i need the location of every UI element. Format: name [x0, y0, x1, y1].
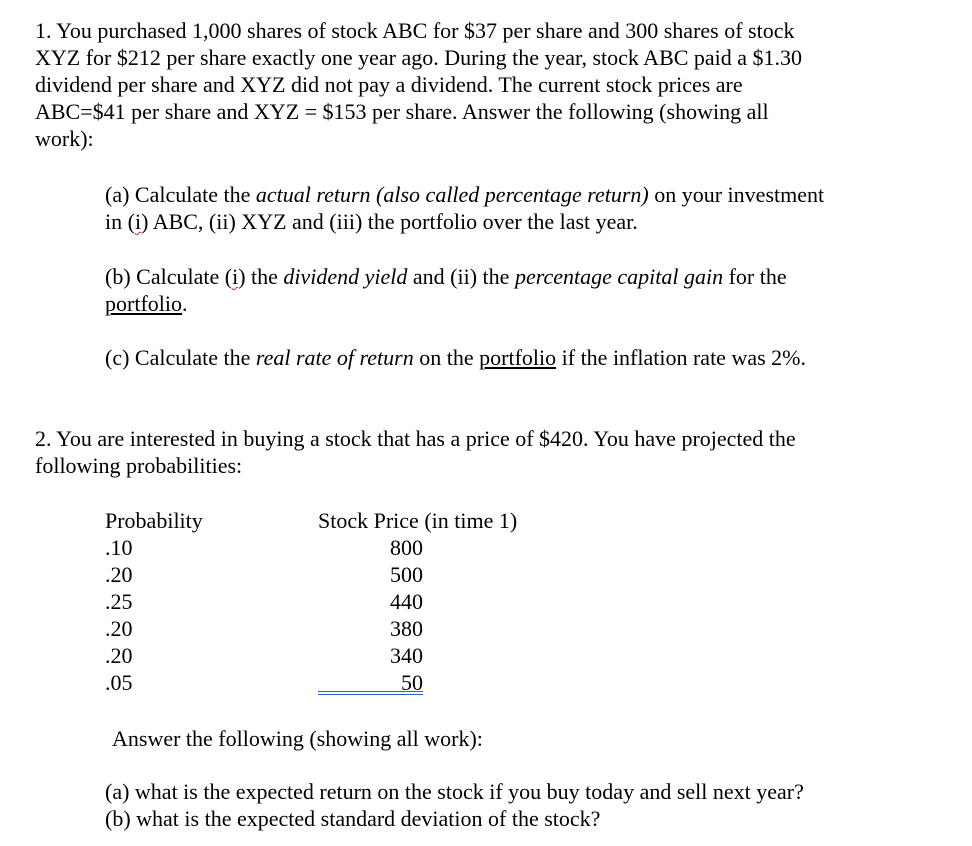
text-line: following probabilities: — [35, 453, 243, 478]
emphasis-text: real rate of return — [255, 345, 414, 370]
text: on your investment — [648, 182, 825, 207]
text: and (ii) the — [407, 264, 515, 289]
column-header: Probability — [105, 508, 203, 533]
text: in ( — [105, 209, 135, 234]
text-line: dividend per share and XYZ did not pay a dividend. The current stock prices are — [35, 72, 743, 97]
column-header: Stock Price (in time 1) — [318, 508, 518, 533]
spellcheck-flag: i — [134, 209, 142, 234]
table-cell: .20 — [105, 643, 133, 668]
answer-heading — [112, 725, 483, 752]
text: if the inflation rate was 2%. — [556, 345, 806, 370]
text: on the — [413, 345, 480, 370]
text-line: 1. You purchased 1,000 shares of stock ABC for $37 per share and 300 shares of stock — [35, 18, 795, 43]
question-2-parts — [105, 778, 804, 832]
stock-price-column — [318, 507, 533, 695]
text: ) the — [238, 264, 284, 289]
question-2-part-a: (a) what is the expected return on the stock if you buy today and sell next year? — [105, 779, 804, 804]
text: (a) Calculate the — [105, 182, 256, 207]
spellcheck-flag: i — [232, 264, 239, 289]
table-cell: 500 — [390, 562, 423, 587]
text: for the — [723, 264, 787, 289]
table-cell: 440 — [390, 589, 423, 614]
question-2-intro — [35, 425, 796, 479]
question-1-part-c — [105, 344, 806, 371]
emphasis-text: percentage capital gain — [514, 264, 724, 289]
text-line: work): — [35, 126, 94, 151]
table-cell: 340 — [390, 643, 423, 668]
text-line: XYZ for $212 per share exactly one year ago. During the year, stock ABC paid a $1.30 — [35, 45, 803, 70]
text-line: ABC=$41 per share and XYZ = $153 per share. Answer the following (showing all — [35, 99, 769, 124]
question-2-part-b: (b) what is the expected standard deviation of the stock? — [105, 806, 601, 831]
text: (b) Calculate ( — [105, 264, 233, 289]
table-cell: 380 — [390, 616, 423, 641]
table-cell: .20 — [105, 616, 133, 641]
emphasis-text: dividend yield — [283, 264, 408, 289]
table-cell: .10 — [105, 535, 133, 560]
table-cell: .20 — [105, 562, 133, 587]
question-1-intro — [35, 17, 802, 152]
text: (c) Calculate the — [105, 345, 256, 370]
table-cell: 800 — [390, 535, 423, 560]
table-cell: .05 — [105, 670, 133, 695]
text: ) ABC, (ii) XYZ and (iii) the portfolio over the last year. — [141, 209, 638, 234]
text-line: Answer the following (showing all work): — [112, 726, 483, 751]
probability-column — [105, 507, 203, 696]
emphasis-text: actual return (also called percentage return) — [255, 182, 649, 207]
text-line: 2. You are interested in buying a stock that has a price of $420. You have projected the — [35, 426, 796, 451]
table-cell: 50 — [318, 669, 423, 695]
underlined-text: portfolio — [105, 291, 182, 316]
question-1-part-b — [105, 263, 787, 317]
question-1-part-a — [105, 181, 824, 235]
table-cell: .25 — [105, 589, 133, 614]
text: . — [182, 291, 188, 316]
underlined-text: portfolio — [479, 345, 557, 370]
